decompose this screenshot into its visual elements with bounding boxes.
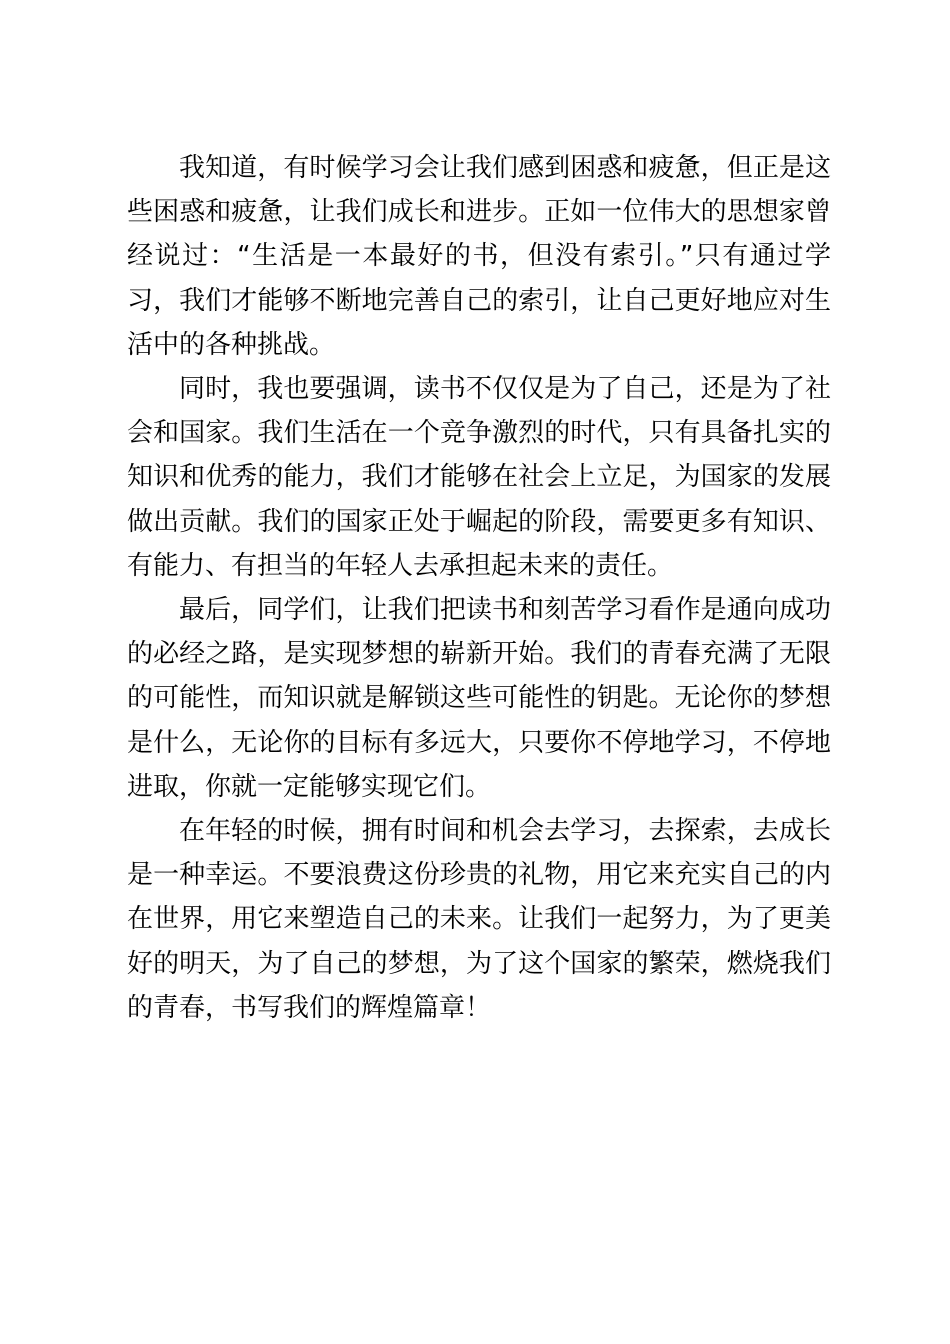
paragraph-2: 同时，我也要强调，读书不仅仅是为了自己，还是为了社会和国家。我们生活在一个竞争激烈的时代，只有具备扎实的知识和优秀的能力，我们才能够在社会上立足，为国家的发展做出贡献。我们的国家正处于崛起的阶段，需要更多有知识、有能力、有担当的年轻人去承担起未来的责任。 xyxy=(127,374,831,581)
document-body xyxy=(127,146,831,1030)
paragraph-4: 在年轻的时候，拥有时间和机会去学习，去探索，去成长是一种幸运。不要浪费这份珍贵的礼物，用它来充实自己的内在世界，用它来塑造自己的未来。让我们一起努力，为了更美好的明天，为了自己的梦想，为了这个国家的繁荣，燃烧我们的青春，书写我们的辉煌篇章！ xyxy=(127,816,831,1023)
paragraph-3: 最后，同学们，让我们把读书和刻苦学习看作是通向成功的必经之路，是实现梦想的崭新开始。我们的青春充满了无限的可能性，而知识就是解锁这些可能性的钥匙。无论你的梦想是什么，无论你的目标有多远大，只要你不停地学习，不停地进取，你就一定能够实现它们。 xyxy=(127,595,831,802)
paragraph-1: 我知道，有时候学习会让我们感到困惑和疲惫，但正是这些困惑和疲惫，让我们成长和进步。正如一位伟大的思想家曾经说过：“生活是一本最好的书，但没有索引。”只有通过学习，我们才能够不断地完善自己的索引，让自己更好地应对生活中的各种挑战。 xyxy=(127,153,831,360)
